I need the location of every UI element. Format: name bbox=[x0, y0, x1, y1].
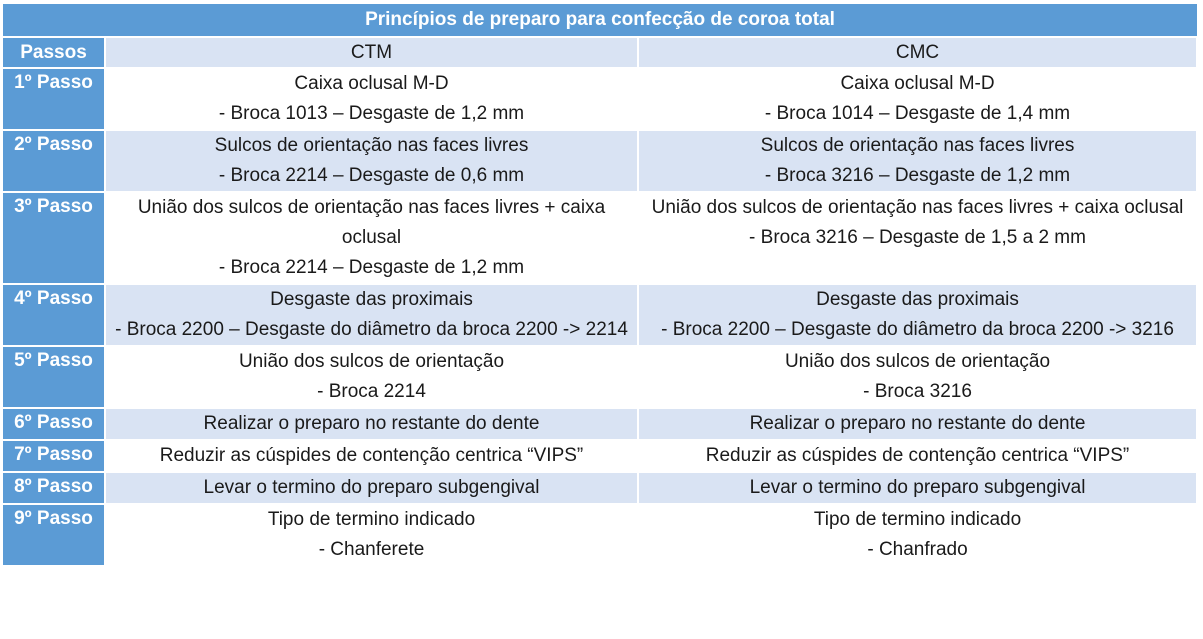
ctm-cell-line: Desgaste das proximais bbox=[270, 289, 473, 310]
cmc-cell bbox=[638, 68, 1197, 130]
cmc-cell-line: - Broca 3216 bbox=[863, 381, 972, 402]
cmc-cell bbox=[638, 346, 1197, 408]
step-label: 8º Passo bbox=[3, 472, 105, 504]
cmc-cell bbox=[638, 440, 1197, 472]
ctm-cell bbox=[105, 472, 638, 504]
ctm-cell bbox=[105, 130, 638, 192]
table-row bbox=[3, 130, 1197, 192]
table-row bbox=[3, 472, 1197, 504]
cmc-cell bbox=[638, 192, 1197, 284]
ctm-cell-line: Caixa oclusal M-D bbox=[294, 73, 449, 94]
cmc-cell bbox=[638, 284, 1197, 346]
ctm-cell-line: - Broca 1013 – Desgaste de 1,2 mm bbox=[218, 103, 525, 124]
cmc-cell-line: União dos sulcos de orientação bbox=[784, 351, 1051, 372]
header-ctm: CTM bbox=[105, 37, 638, 68]
header-steps: Passos bbox=[3, 37, 105, 68]
step-label: 1º Passo bbox=[3, 68, 105, 130]
cmc-cell bbox=[638, 504, 1197, 565]
ctm-cell-line: - Broca 2214 – Desgaste de 1,2 mm bbox=[218, 257, 525, 278]
ctm-cell bbox=[105, 192, 638, 284]
table-row bbox=[3, 504, 1197, 565]
step-label: 2º Passo bbox=[3, 130, 105, 192]
cmc-cell-line: Reduzir as cúspides de contenção centrica “VIPS” bbox=[705, 445, 1130, 466]
table-row bbox=[3, 192, 1197, 284]
table-row bbox=[3, 408, 1197, 440]
cmc-cell-line: Realizar o preparo no restante do dente bbox=[749, 413, 1086, 434]
table-row bbox=[3, 68, 1197, 130]
ctm-cell bbox=[105, 504, 638, 565]
table-row bbox=[3, 284, 1197, 346]
ctm-cell bbox=[105, 346, 638, 408]
step-label: 9º Passo bbox=[3, 504, 105, 565]
table-title: Princípios de preparo para confecção de coroa total bbox=[3, 4, 1197, 37]
ctm-cell-line: Levar o termino do preparo subgengival bbox=[203, 477, 540, 498]
step-label: 5º Passo bbox=[3, 346, 105, 408]
cmc-cell-line: - Broca 1014 – Desgaste de 1,4 mm bbox=[764, 103, 1071, 124]
table-row bbox=[3, 346, 1197, 408]
cmc-cell bbox=[638, 408, 1197, 440]
step-label: 4º Passo bbox=[3, 284, 105, 346]
cmc-cell-line: União dos sulcos de orientação nas faces livres + caixa oclusal bbox=[651, 197, 1184, 218]
cmc-cell-line: - Broca 3216 – Desgaste de 1,2 mm bbox=[764, 165, 1071, 186]
ctm-cell-line: Realizar o preparo no restante do dente bbox=[203, 413, 540, 434]
header-cmc: CMC bbox=[638, 37, 1197, 68]
ctm-cell bbox=[105, 440, 638, 472]
step-label: 3º Passo bbox=[3, 192, 105, 284]
cmc-cell-line: - Chanfrado bbox=[867, 539, 968, 560]
ctm-cell-line: - Broca 2214 – Desgaste de 0,6 mm bbox=[218, 165, 525, 186]
ctm-cell bbox=[105, 284, 638, 346]
preparation-table bbox=[3, 4, 1198, 565]
ctm-cell bbox=[105, 68, 638, 130]
cmc-cell-line: Levar o termino do preparo subgengival bbox=[749, 477, 1086, 498]
cmc-cell-line: Sulcos de orientação nas faces livres bbox=[760, 135, 1075, 156]
ctm-cell-line: Reduzir as cúspides de contenção centrica “VIPS” bbox=[159, 445, 584, 466]
cmc-cell-line: - Broca 3216 – Desgaste de 1,5 a 2 mm bbox=[749, 227, 1086, 248]
cmc-cell-line: Caixa oclusal M-D bbox=[840, 73, 995, 94]
ctm-cell-line: - Broca 2200 – Desgaste do diâmetro da broca 2200 -> 2214 bbox=[115, 319, 628, 340]
cmc-cell-line: Desgaste das proximais bbox=[816, 289, 1019, 310]
ctm-cell-line: - Broca 2214 bbox=[317, 381, 426, 402]
ctm-cell-line: União dos sulcos de orientação bbox=[238, 351, 505, 372]
ctm-cell bbox=[105, 408, 638, 440]
ctm-cell-line: Tipo de termino indicado bbox=[267, 509, 476, 530]
table-row bbox=[3, 440, 1197, 472]
step-label: 6º Passo bbox=[3, 408, 105, 440]
cmc-cell-line: Tipo de termino indicado bbox=[813, 509, 1022, 530]
ctm-cell-line: Sulcos de orientação nas faces livres bbox=[214, 135, 529, 156]
step-label: 7º Passo bbox=[3, 440, 105, 472]
table-body bbox=[3, 68, 1197, 565]
table-container bbox=[3, 4, 1197, 565]
ctm-cell-line: União dos sulcos de orientação nas faces livres + caixa oclusal bbox=[137, 197, 606, 248]
cmc-cell bbox=[638, 472, 1197, 504]
ctm-cell-line: - Chanferete bbox=[318, 539, 425, 560]
cmc-cell-line: - Broca 2200 – Desgaste do diâmetro da broca 2200 -> 3216 bbox=[661, 319, 1174, 340]
cmc-cell bbox=[638, 130, 1197, 192]
